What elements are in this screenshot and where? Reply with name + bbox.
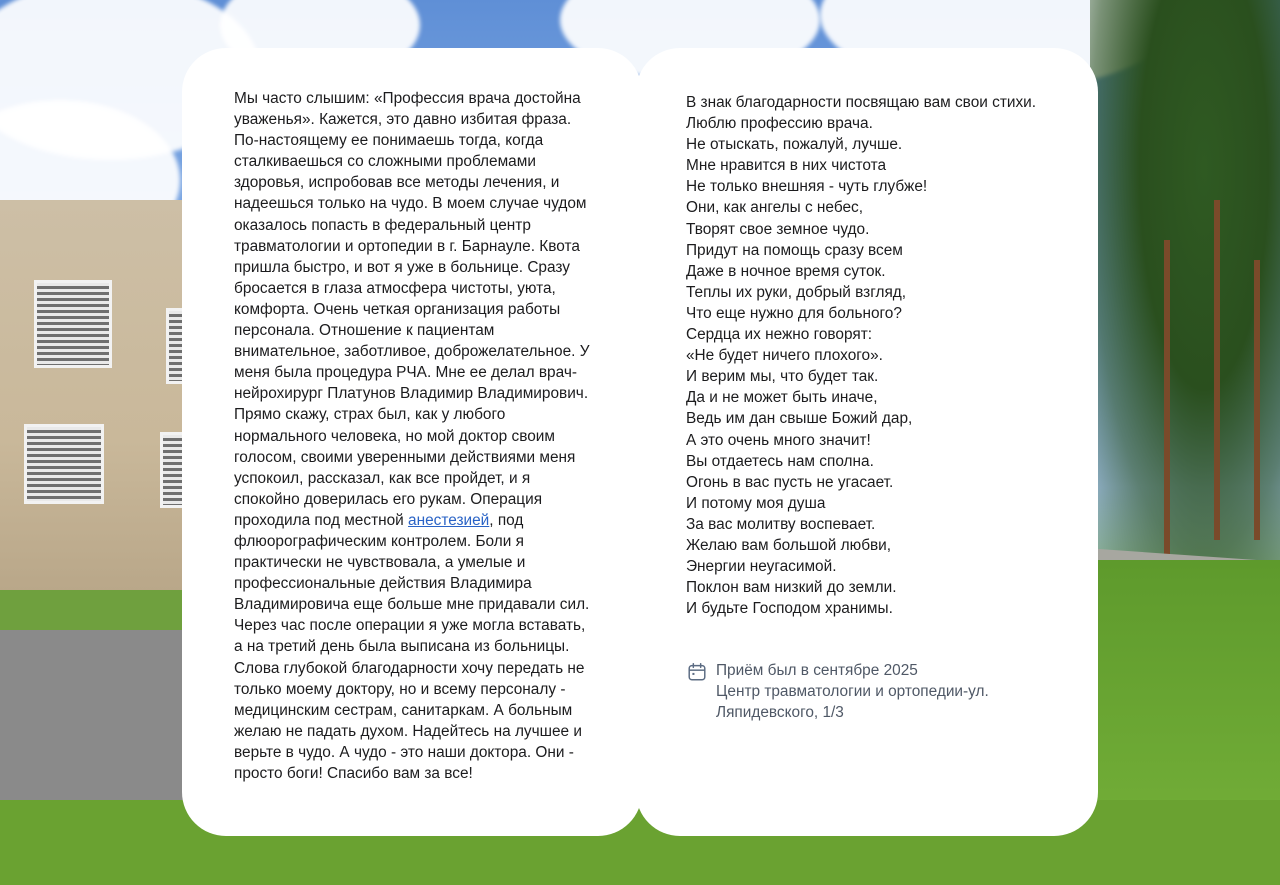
poem-line: Да и не может быть иначе, (686, 389, 878, 407)
poem-panel (636, 48, 1098, 836)
poem-line: Теплы их руки, добрый взгляд, (686, 283, 907, 301)
visit-details (716, 660, 1046, 723)
poem-line: Придут на помощь сразу всем (686, 241, 903, 259)
building (0, 200, 200, 600)
grass (0, 590, 200, 630)
poem-line: Вы отдаетесь нам сполна. (686, 452, 874, 470)
visit-info (686, 660, 1046, 723)
poem-line: Творят свое земное чудо. (686, 220, 870, 238)
road (0, 630, 200, 810)
poem-line: В знак благодарности посвящаю вам свои стихи. (686, 94, 1037, 111)
review-text-panel (182, 48, 642, 836)
poem-line: Энергии неугасимой. (686, 558, 837, 576)
tree-trunk (1164, 240, 1170, 560)
review-text-part: , под флюорографическим контролем. Боли я практически не чувствовала, а умелые и профессиональные действия Владимира Владимировича еще больше мне придавали сил. Через час после операции я уже могла вставать, а на третий день была выписана из больницы. Слова глубокой благодарности хочу передать не только моему доктору, но и всему персоналу - медицинским сестрам, санитаркам. А больным желаю не падать духом. Надейтесь на лучшее и верьте в чудо. А чудо - это наши доктора. Они - просто боги! Спасибо вам за все! (234, 511, 590, 782)
calendar-icon (686, 661, 708, 683)
poem-line: Поклон вам низкий до земли. (686, 579, 897, 597)
poem-line: А это очень много значит! (686, 431, 871, 449)
poem-line: «Не будет ничего плохого». (686, 347, 883, 365)
poem-line: Ведь им дан свыше Божий дар, (686, 410, 913, 428)
tree-trunk (1214, 200, 1220, 540)
review-text-part: Мы часто слышим: «Профессия врача достойна уваженья». Кажется, это давно избитая фраза. По-настоящему ее понимаешь тогда, когда сталкиваешься со сложными проблемами здоровья, испробовав все методы лечения, и надеешься только на чудо. В моем случае чудом оказалось попасть в федеральный центр травматологии и ортопедии в г. Барнауле. Квота пришла быстро, и вот я уже в больнице. Сразу бросается в глаза атмосфера чистоты, уюта, комфорта. Очень четкая организация работы персонала. Отношение к пациентам внимательное, заботливое, доброжелательное. У меня была процедура РЧА. Мне ее делал врач-нейрохирург Платунов Владимир Владимирович. Прямо скажу, страх был, как у любого нормального человека, но мой доктор своим голосом, своими уверенными действиями меня успокоил, рассказал, как все пройдет, и я спокойно доверилась его рукам. Операция проходила под местной (234, 90, 590, 529)
poem-text (686, 92, 1048, 619)
trees (1090, 0, 1280, 560)
poem-line: Желаю вам большой любви, (686, 536, 892, 554)
poem-line: И будьте Господом хранимы. (686, 600, 893, 618)
poem-line: Сердца их нежно говорят: (686, 326, 873, 344)
visit-location: Центр травматологии и ортопедии-ул. Ляпидевского, 1/3 (716, 683, 989, 722)
anesthesia-link[interactable]: анестезией (408, 511, 490, 529)
poem-line: Даже в ночное время суток. (686, 262, 886, 280)
poem-line: Мне нравится в них чистота (686, 157, 887, 175)
poem-line: Люблю профессию врача. (686, 115, 873, 133)
visit-date: Приём был в сентябре 2025 (716, 662, 918, 679)
building-window (24, 424, 104, 504)
poem-line: Они, как ангелы с небес, (686, 199, 863, 217)
poem-line: Не только внешняя - чуть глубже! (686, 178, 928, 196)
poem-line: Не отыскать, пожалуй, лучше. (686, 136, 903, 154)
poem-line: И потому моя душа (686, 494, 826, 512)
tree-trunk (1254, 260, 1260, 540)
review-text (234, 88, 590, 800)
poem-line: И верим мы, что будет так. (686, 368, 879, 386)
building-window (34, 280, 112, 368)
poem-line: За вас молитву воспевает. (686, 515, 876, 533)
poem-line: Огонь в вас пусть не угасает. (686, 473, 894, 491)
poem-line: Что еще нужно для больного? (686, 304, 902, 322)
